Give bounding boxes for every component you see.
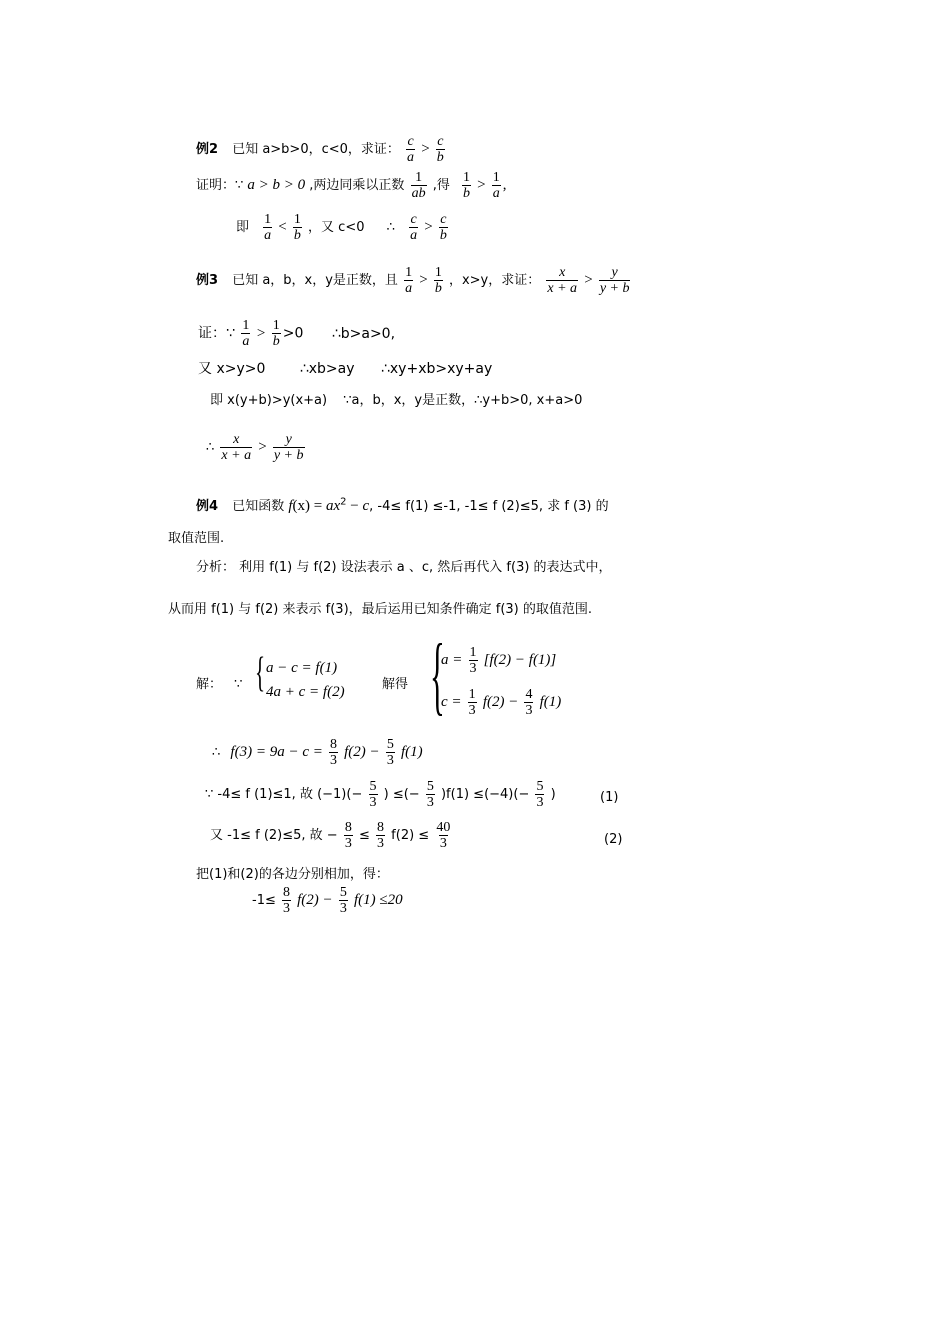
frac-1-over-b: $\frac{1}{b}$	[463, 170, 470, 201]
bound-f1-d: )	[550, 787, 556, 802]
frac-5-over-3-c: $\frac{5}{3}$	[426, 779, 434, 810]
ex3-therefore: ∴	[206, 440, 215, 455]
ex2-therefore: ∴	[386, 220, 395, 235]
ex3-b-gt-a: ∴b>a>0,	[331, 325, 396, 342]
final-b: f(2) −	[297, 892, 333, 908]
frac-1-over-3: $\frac{1}{3}$	[469, 645, 477, 676]
ex2-given: 已知 a>b>0，c<0，求证：	[232, 142, 400, 157]
ex3-given: 已知 a，b，x，y是正数，且	[232, 273, 398, 288]
proof-start: 证明：∵	[196, 178, 248, 193]
bound-f1-a: ∵ -4≤ f (1)≤1, 故 (−1)(−	[205, 787, 363, 802]
ex2-label: 例2	[196, 142, 219, 157]
f3-line	[212, 737, 423, 768]
ex4-cond: , -4≤ f(1) ≤-1, -1≤ f (2)≤5, 求 f (3) 的	[369, 499, 609, 514]
frac-c-over-a-2: $\frac{c}{a}$	[410, 212, 418, 243]
bound-f2-a: 又 -1≤ f (2)≤5, 故 −	[210, 828, 338, 843]
ex2-statement: 例2 已知 a>b>0，c<0，求证： $\frac{c}{a}$ > $\frac{c}{b}$	[196, 134, 444, 165]
bound-f2-line	[210, 820, 453, 851]
ex2-proof-line1: 证明：∵ a > b > 0 ,两边同乘以正数 $\frac{1}{ab}$ ,得 $\frac{1}{b}$ > $\frac{1}{a}$ ,	[196, 170, 507, 201]
frac-1-over-a-2: $\frac{1}{a}$	[264, 212, 272, 243]
frac-x-over-xa: $\frac{x}{x + a}$	[547, 265, 578, 296]
solution-c	[441, 687, 561, 718]
ex3-line3-b: ∵a，b，x，y是正数，∴y+b>0, x+a>0	[343, 393, 583, 408]
bound-f1-b: ) ≤(−	[383, 787, 420, 802]
ex3-line2-c: ∴xy+xb>xy+ay	[380, 361, 493, 377]
ex3-conclusion: ∴ $\frac{x}{x + a}$ > $\frac{y}{y + b}$	[206, 432, 304, 463]
final-c: f(1) ≤20	[353, 892, 403, 908]
frac-5-over-3-b: $\frac{5}{3}$	[369, 779, 377, 810]
tag-2: (2)	[604, 832, 623, 847]
sol-label: 解：	[196, 677, 223, 692]
frac-1-over-ab: $\frac{1}{ab}$	[411, 170, 426, 201]
ex3-proof-start: 证：∵	[198, 325, 235, 342]
frac-x-over-xa-2: $\frac{x}{x + a}$	[221, 432, 252, 463]
ex3-label: 例3	[196, 273, 219, 288]
solution-a	[441, 645, 556, 676]
frac-8-over-3-c: $\frac{8}{3}$	[377, 820, 385, 851]
c-eq: c =	[441, 694, 462, 710]
c-end: f(1)	[539, 694, 562, 710]
left-brace-2: {	[430, 627, 445, 724]
ex3-line2-a: 又 x>y>0	[198, 361, 266, 377]
f3-end: f(1)	[400, 744, 423, 760]
ex4-given: 已知函数	[232, 499, 285, 514]
ex4-statement: 例4 已知函数 $f(x) = ax^2 - c$, -4≤ f(1) ≤-1, -1≤ f (2)≤5, 求 f (3) 的	[196, 496, 609, 514]
frac-1-over-b-2: $\frac{1}{b}$	[293, 212, 301, 243]
ex2-then: 即	[236, 220, 250, 235]
frac-40-over-3: $\frac{40}{3}$	[436, 820, 451, 851]
frac-8-over-3-d: $\frac{8}{3}$	[283, 885, 290, 916]
ex2-mult: ,两边同乘以正数	[309, 178, 405, 193]
frac-c-over-b: $\frac{c}{b}$	[436, 134, 444, 165]
ex4-function: f	[288, 498, 293, 514]
ex2-get: ,得	[432, 178, 450, 193]
frac-1-over-a-4: $\frac{1}{a}$	[242, 318, 250, 349]
final-result	[252, 885, 403, 916]
left-brace-1: {	[255, 650, 266, 696]
frac-c-over-a: $\frac{c}{a}$	[407, 134, 415, 165]
frac-1-over-a-3: $\frac{1}{a}$	[405, 265, 413, 296]
frac-8-over-3: $\frac{8}{3}$	[330, 737, 337, 768]
system-eq1: a − c = f(1)	[266, 660, 338, 676]
frac-5-over-3-d: $\frac{5}{3}$	[536, 779, 544, 810]
bound-f2-b: ≤	[358, 828, 370, 843]
ex3-line3-a: 即 x(y+b)>y(x+a)	[210, 393, 328, 408]
ex4-sol-label	[196, 673, 242, 692]
c-mid: f(2) −	[482, 694, 519, 710]
ex3-gt0: >0	[282, 325, 304, 342]
final-a: -1≤	[252, 893, 276, 908]
f3-therefore: ∴	[212, 745, 221, 760]
frac-1-over-a: $\frac{1}{a}$	[492, 170, 500, 201]
ex2-also: ，又 c<0	[308, 220, 365, 235]
ex4-analysis: 分析： 利用 f(1) 与 f(2) 设法表示 a 、c, 然后再代入 f(3) 的表达式中，	[196, 560, 612, 575]
ex3-line2-b: ∴xb>ay	[299, 361, 355, 377]
frac-y-over-yb: $\frac{y}{y + b}$	[599, 265, 630, 296]
ex2-proof-line2: 即 $\frac{1}{a}$ < $\frac{1}{b}$ ，又 c<0 ∴ $\frac{c}{a}$ > $\frac{c}{b}$	[236, 212, 447, 243]
frac-8-over-3-b: $\frac{8}{3}$	[344, 820, 352, 851]
ex3-proof-line1: 证：∵ $\frac{1}{a}$ > $\frac{1}{b}$ >0 ∴b>a>0,	[198, 318, 396, 349]
bound-f1-line	[205, 779, 556, 810]
ex3-proof-line3	[210, 389, 582, 408]
frac-5-over-3-e: $\frac{5}{3}$	[339, 885, 347, 916]
add-sides: 把(1)和(2)的各边分别相加，得：	[196, 867, 389, 882]
ex3-cond: ，x>y，求证：	[448, 273, 541, 288]
frac-5-over-3: $\frac{5}{3}$	[386, 737, 394, 768]
tag-1: (1)	[600, 790, 619, 805]
f3-mid: f(2) −	[344, 744, 380, 760]
sol-because: ∵	[234, 677, 243, 692]
frac-c-over-b-2: $\frac{c}{b}$	[439, 212, 447, 243]
frac-4-over-3: $\frac{4}{3}$	[525, 687, 533, 718]
ex3-statement: 例3 已知 a，b，x，y是正数，且 $\frac{1}{a}$ > $\frac{1}{b}$ ，x>y，求证： $\frac{x}{x + a}$ > $\frac{y}{y + b}$	[196, 265, 630, 296]
frac-1-over-b-4: $\frac{1}{b}$	[272, 318, 280, 349]
a-rhs: [f(2) − f(1)]	[483, 652, 557, 668]
ex4-analysis-2: 从而用 f(1) 与 f(2) 来表示 f(3)，最后运用已知条件确定 f(3) 的取值范围.	[168, 602, 593, 617]
system-eq2: 4a + c = f(2)	[266, 684, 345, 700]
solved-label: 解得	[382, 677, 409, 692]
ex2-cond: a > b > 0	[247, 177, 306, 193]
ex3-proof-line2	[198, 358, 492, 378]
a-eq: a =	[441, 652, 463, 668]
ex4-label: 例4	[196, 499, 219, 514]
ex4-statement-2: 取值范围.	[168, 531, 225, 546]
frac-1-over-b-3: $\frac{1}{b}$	[434, 265, 442, 296]
bound-f1-c: )f(1) ≤(−4)(−	[440, 787, 530, 802]
bound-f2-c: f(2) ≤	[391, 828, 430, 843]
frac-y-over-yb-2: $\frac{y}{y + b}$	[273, 432, 304, 463]
frac-1-over-3-b: $\frac{1}{3}$	[468, 687, 476, 718]
f3-expr: f(3) = 9a − c =	[230, 744, 323, 760]
